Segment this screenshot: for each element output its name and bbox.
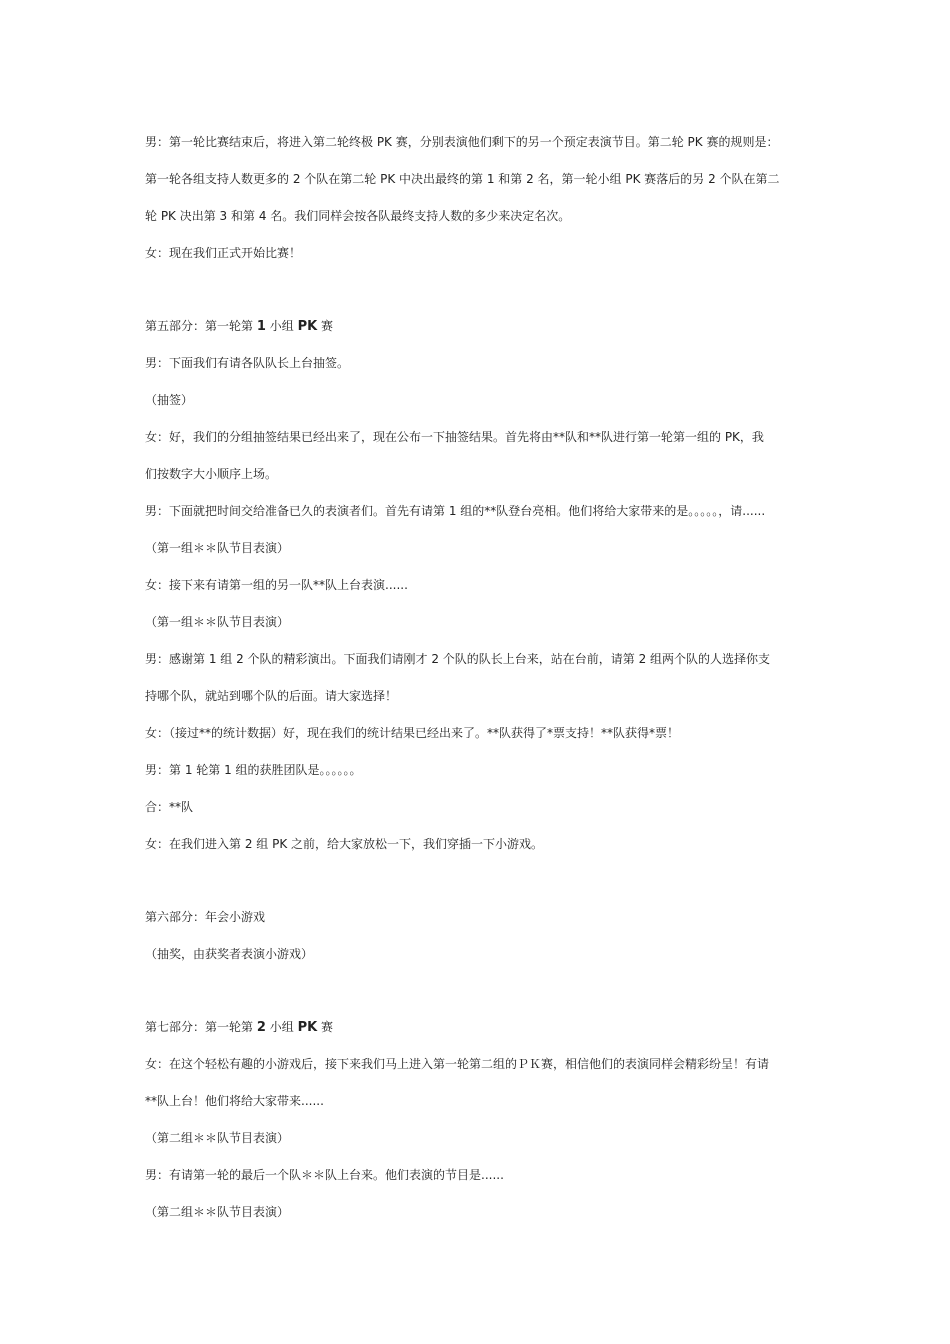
section-5-line: （抽签） [145, 393, 194, 407]
section-7-line: 男：有请第一轮的最后一个队＊＊队上台来。他们表演的节目是...... [145, 1168, 504, 1182]
section-7-line: （第二组＊＊队节目表演） [145, 1205, 290, 1219]
section-5-line: （第一组＊＊队节目表演） [145, 541, 290, 555]
section-7-line: 女：在这个轻松有趣的小游戏后，接下来我们马上进入第一轮第二组的ＰＫ赛，相信他们的表演同样会精彩纷呈！有请 [145, 1057, 770, 1071]
section-7-heading-num: 2 [256, 1020, 266, 1035]
section-5-line: （第一组＊＊队节目表演） [145, 615, 290, 629]
section-5-line: 持哪个队，就站到哪个队的后面。请大家选择！ [145, 689, 398, 703]
section-5-line: 女：好，我们的分组抽签结果已经出来了，现在公布一下抽签结果。首先将由**队和**队进行第一轮第一组的 PK，我 [145, 430, 764, 444]
section-7-heading-mid: 小组 [269, 1020, 294, 1034]
section-5-line: 男：下面就把时间交给准备已久的表演者们。首先有请第 1 组的**队登台亮相。他们将给大家带来的是。。。。。，请...... [145, 504, 766, 518]
section-7-line: （第二组＊＊队节目表演） [145, 1131, 290, 1145]
spacer [145, 863, 810, 899]
section-5-heading-mid: 小组 [269, 319, 294, 333]
paragraph-rules-line-3: 轮 PK 决出第 3 和第 4 名。我们同样会按各队最终支持人数的多少来决定名次。 [145, 209, 571, 223]
section-6-line: （抽奖，由获奖者表演小游戏） [145, 947, 314, 961]
section-5-line: 男：感谢第 1 组 2 个队的精彩演出。下面我们请刚才 2 个队的队长上台来，站在台前，请第 2 组两个队的人选择你支 [145, 652, 771, 666]
section-7-heading-suffix: 赛 [321, 1020, 334, 1034]
section-7-heading-pk: PK [297, 1020, 318, 1035]
section-5-heading-prefix: 第五部分：第一轮第 [145, 319, 254, 333]
section-6-heading: 第六部分：年会小游戏 [145, 910, 266, 924]
section-5-heading-num: 1 [256, 319, 266, 334]
section-5-line: 女：（接过**的统计数据）好，现在我们的统计结果已经出来了。**队获得了*票支持！**队获得*票！ [145, 726, 680, 740]
document-page [145, 124, 810, 1231]
section-5-heading-suffix: 赛 [321, 319, 334, 333]
section-7-heading [145, 1009, 810, 1046]
section-5-line: 合：**队 [145, 800, 194, 814]
section-5-line: 女：在我们进入第 2 组 PK 之前，给大家放松一下，我们穿插一下小游戏。 [145, 837, 544, 851]
spacer [145, 272, 810, 308]
paragraph-rules-line-1: 男：第一轮比赛结束后，将进入第二轮终极 PK 赛，分别表演他们剩下的另一个预定表演节目。第二轮 PK 赛的规则是： [145, 135, 779, 149]
paragraph-rules-line-2: 第一轮各组支持人数更多的 2 个队在第二轮 PK 中决出最终的第 1 和第 2 名，第一轮小组 PK 赛落后的另 2 个队在第二 [145, 172, 780, 186]
section-7-heading-prefix: 第七部分：第一轮第 [145, 1020, 254, 1034]
section-5-line: 们按数字大小顺序上场。 [145, 467, 278, 481]
spacer [145, 973, 810, 1009]
section-5-line: 男：下面我们有请各队队长上台抽签。 [145, 356, 350, 370]
section-5-heading-pk: PK [297, 319, 318, 334]
section-7-line: **队上台！他们将给大家带来...... [145, 1094, 324, 1108]
paragraph-start: 女：现在我们正式开始比赛！ [145, 246, 302, 260]
section-5-heading [145, 308, 810, 345]
section-5-line: 男：第 1 轮第 1 组的获胜团队是。。。。。。 [145, 763, 362, 777]
section-5-line: 女：接下来有请第一组的另一队**队上台表演...... [145, 578, 408, 592]
